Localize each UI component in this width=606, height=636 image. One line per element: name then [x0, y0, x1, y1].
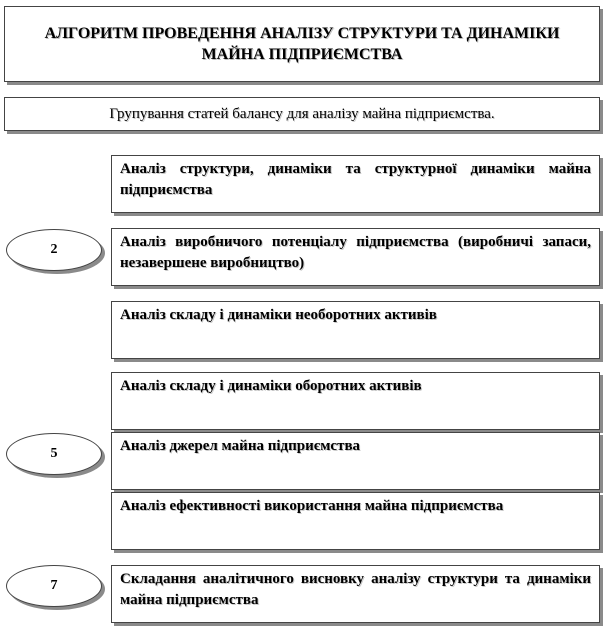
step-2-box: [111, 228, 600, 286]
step-6-text: Аналіз ефективності використання майна підприємства: [120, 498, 504, 514]
step-2-text: Аналіз виробничого потенціалу підприємства (виробничі запаси, незавершене виробництво): [120, 234, 591, 271]
step-6-box: [111, 492, 600, 550]
step-7-text: Складання аналітичного висновку аналізу структури та динаміки майна підприємства: [120, 571, 591, 608]
step-4-text: Аналіз складу і динаміки оборотних активів: [120, 378, 422, 394]
step-4-box: [111, 372, 600, 430]
step-5-text: Аналіз джерел майна підприємства: [120, 438, 361, 454]
diagram-title: [4, 6, 600, 82]
step-1-text: Аналіз структури, динаміки та структурної динаміки майна підприємства: [120, 161, 591, 198]
step-3-box: [111, 301, 600, 359]
step-2-number: 2: [50, 242, 58, 257]
step-5-box: [111, 432, 600, 490]
step-2-number-oval: [6, 229, 102, 271]
step-7-number: 7: [50, 578, 58, 593]
step-7-box: [111, 565, 600, 623]
step-5-number-oval: [6, 433, 102, 475]
grouping-step-text: Групування статей балансу для аналізу майна підприємства.: [109, 105, 495, 122]
grouping-step-box: [4, 97, 600, 131]
step-3-text: Аналіз складу і динаміки необоротних активів: [120, 307, 437, 323]
step-1-box: [111, 155, 600, 213]
step-5-number: 5: [50, 446, 58, 461]
diagram-title-text: АЛГОРИТМ ПРОВЕДЕННЯ АНАЛІЗУ СТРУКТУРИ ТА ДИНАМІКИ МАЙНА ПІДПРИЄМСТВА: [44, 25, 560, 63]
step-7-number-oval: [6, 565, 102, 607]
